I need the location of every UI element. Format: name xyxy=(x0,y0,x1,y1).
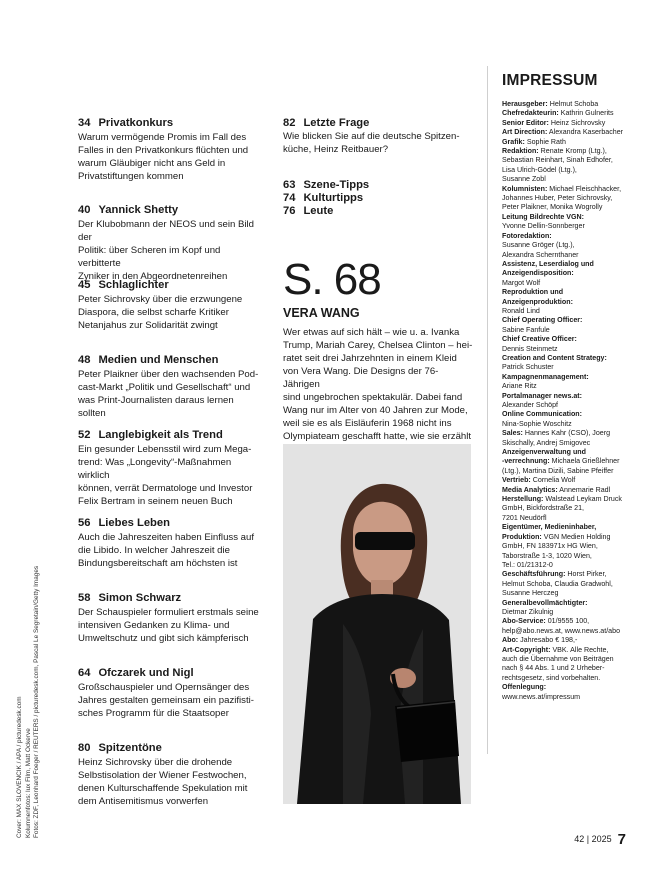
teaser-line: Bindungsbereitschaft am höchsten ist xyxy=(78,558,238,569)
impressum-line xyxy=(502,241,630,250)
feature-title: VERA WANG xyxy=(283,306,360,320)
photo-credits xyxy=(16,548,50,838)
impressum-value: Sabine Fanfule xyxy=(502,325,550,334)
teaser-line: intensiven Gedanken zu Klima- und xyxy=(78,620,230,631)
impressum-value: Taborstraße 1-3, 1020 Wien, xyxy=(502,551,592,560)
teaser-line: Peter Sichrovsky über die erzwungene xyxy=(78,294,243,305)
impressum-value: Alexandra Schernthaner xyxy=(502,250,579,259)
entry-page-number: 52 xyxy=(78,429,91,441)
entry-teaser xyxy=(78,756,263,808)
impressum-line xyxy=(502,542,630,551)
impressum-label: Abo-Service: xyxy=(502,617,546,626)
impressum-label: Offenlegung: xyxy=(502,683,547,692)
impressum-value: VGN Medien Holding xyxy=(541,532,611,541)
feature-line: ratet seit drei Jahrzehnten in einem Kleid xyxy=(283,353,457,364)
impressum-line xyxy=(502,401,630,410)
entry-page-number: 56 xyxy=(78,517,91,529)
impressum-label: Senior Editor: xyxy=(502,118,549,127)
impressum-line xyxy=(502,627,630,636)
issue-number: 42 | 2025 xyxy=(574,834,612,844)
impressum-label: Portalmanager news.at: xyxy=(502,391,583,400)
entry-page-number: 76 xyxy=(283,205,296,217)
teaser-line: Der Schauspieler formuliert erstmals seine xyxy=(78,607,259,618)
impressum-line xyxy=(502,514,630,523)
teaser-line: Umweltschutz und gibt sich kämpferisch xyxy=(78,633,249,644)
entry-title: Yannick Shetty xyxy=(98,204,179,216)
teaser-line: was Print-Journalisten daraus lernen sollten xyxy=(78,395,234,419)
impressum-line xyxy=(502,288,630,297)
impressum-value: rechtsgesetz, sind vorbehalten. xyxy=(502,673,601,682)
impressum-line xyxy=(502,599,630,608)
impressum-line xyxy=(502,222,630,231)
impressum-line xyxy=(502,138,630,147)
feature-photo xyxy=(283,444,471,804)
teaser-line: die Libido. In welcher Jahreszeit die xyxy=(78,545,230,556)
teaser-line: Wie blicken Sie auf die deutsche Spitzen- xyxy=(283,131,460,142)
entry-teaser xyxy=(78,293,263,332)
impressum-label: Eigentümer, Medieninhaber, xyxy=(502,523,597,532)
impressum-value: Jahresabo € 198,- xyxy=(518,636,578,645)
impressum-line xyxy=(502,523,630,532)
impressum-line xyxy=(502,185,630,194)
impressum-value: Skischally, Andrej Smigovec xyxy=(502,438,591,447)
impressum-value: Alexander Schöpf xyxy=(502,401,558,409)
toc-short-item[interactable] xyxy=(283,179,473,192)
impressum-value: Alexandra Kaserbacher xyxy=(547,128,624,137)
entry-title: Liebes Leben xyxy=(98,517,170,529)
credit-line: Fotos: ZDF, Leonhard Foeger / REUTERS / picturedesk.com, Pascal Le Segretain/Getty Images xyxy=(33,565,40,838)
impressum-line xyxy=(502,128,630,137)
impressum-line xyxy=(502,109,630,118)
impressum-label: Leitung Bildrechte VGN: xyxy=(502,212,584,221)
entry-page-number: 63 xyxy=(283,179,296,191)
impressum-title: IMPRESSUM xyxy=(502,72,598,89)
entry-teaser xyxy=(78,443,263,508)
entry-page-number: 80 xyxy=(78,742,91,754)
impressum-label: Vertrieb: xyxy=(502,476,531,485)
teaser-line: Heinz Sichrovsky über die drohende xyxy=(78,757,233,768)
toc-entry[interactable] xyxy=(78,116,263,183)
impressum-line xyxy=(502,580,630,589)
impressum-value: Patrick Schuster xyxy=(502,363,554,372)
teaser-line: Privatstiftungen kommen xyxy=(78,171,184,182)
impressum-line xyxy=(502,429,630,438)
page-number: 7 xyxy=(617,831,626,848)
toc-entry[interactable] xyxy=(78,741,263,808)
impressum-line xyxy=(502,467,630,476)
impressum-line xyxy=(502,298,630,307)
toc-entry[interactable] xyxy=(78,516,263,570)
impressum-value: Walstead Leykam Druck xyxy=(543,495,622,504)
impressum-line xyxy=(502,589,630,598)
impressum-line xyxy=(502,194,630,203)
impressum-line xyxy=(502,504,630,513)
teaser-line: Selbstisolation der Wiener Festwochen, xyxy=(78,770,247,781)
entry-page-number: 40 xyxy=(78,204,91,216)
entry-title: Privatkonkurs xyxy=(98,117,174,129)
impressum-label: Herstellung: xyxy=(502,495,544,504)
impressum-label: Abo: xyxy=(502,636,519,645)
impressum-value: Renate Kromp (Ltg.), xyxy=(538,147,607,156)
impressum-line xyxy=(502,457,630,466)
entry-teaser xyxy=(78,531,263,570)
toc-entry[interactable] xyxy=(78,278,263,332)
impressum-line xyxy=(502,570,630,579)
toc-entry[interactable] xyxy=(78,428,263,508)
impressum-label: Kolumnisten: xyxy=(502,184,548,193)
impressum-value: 01/9555 100, xyxy=(545,617,590,626)
impressum-label: Art-Copyright: xyxy=(502,645,551,654)
entry-title: Leute xyxy=(303,205,334,217)
toc-entry[interactable] xyxy=(78,666,263,720)
impressum-line xyxy=(502,166,630,175)
entry-page-number: 74 xyxy=(283,192,296,204)
impressum-line xyxy=(502,119,630,128)
impressum-label: Grafik: xyxy=(502,137,525,146)
impressum-line xyxy=(502,269,630,278)
impressum-line xyxy=(502,533,630,542)
toc-short-item[interactable] xyxy=(283,192,473,205)
impressum-line xyxy=(502,392,630,401)
entry-title: Schlaglichter xyxy=(98,279,169,291)
impressum-value: Margot Wolf xyxy=(502,278,541,287)
impressum-value: Kathrin Gulnerits xyxy=(558,109,614,118)
toc-short-list xyxy=(283,179,473,218)
feature-line: Wer etwas auf sich hält – wie u. a. Ivanka xyxy=(283,327,460,338)
impressum-value: Susanne Zobl xyxy=(502,175,546,184)
toc-short-item[interactable] xyxy=(283,205,473,218)
impressum-value: help@abo.news.at, www.news.at/abo xyxy=(502,626,621,635)
impressum-label: -verrechnung: xyxy=(502,457,550,466)
entry-teaser xyxy=(78,218,263,283)
feature-line: Olympiateam geschafft hatte, wie sie erzählt xyxy=(283,431,472,442)
impressum-value: GmbH, FN 183971x HG Wien, xyxy=(502,542,598,551)
entry-title: Kulturtipps xyxy=(303,192,364,204)
impressum-label: Reproduktion und xyxy=(502,288,564,297)
impressum-label: Geschäftsführung: xyxy=(502,570,566,579)
impressum-line xyxy=(502,664,630,673)
impressum-value: Hannes Kahr (CSO), Joerg xyxy=(522,429,611,438)
impressum-value: Ronald Lind xyxy=(502,306,540,315)
impressum-line xyxy=(502,213,630,222)
teaser-line: Diaspora, die selbst scharfe Kritiker xyxy=(78,307,229,318)
entry-teaser xyxy=(78,131,263,183)
teaser-line: sches Programm für die Staatsoper xyxy=(78,708,229,719)
impressum-line xyxy=(502,552,630,561)
impressum-line xyxy=(502,232,630,241)
impressum-label: Chief Creative Officer: xyxy=(502,335,577,344)
impressum-line xyxy=(502,100,630,109)
impressum-label: Generalbevollmächtigter: xyxy=(502,598,588,607)
impressum-line xyxy=(502,410,630,419)
entry-title: Medien und Menschen xyxy=(98,354,219,366)
teaser-line: dem Antisemitismus vorwerfen xyxy=(78,796,209,807)
impressum-line xyxy=(502,354,630,363)
impressum-value: Sophie Rath xyxy=(524,137,566,146)
impressum-line xyxy=(502,373,630,382)
impressum-line xyxy=(502,203,630,212)
teaser-line: Jahres gestalten gemeinsam ein pazifisti- xyxy=(78,695,254,706)
impressum-line xyxy=(502,693,630,702)
impressum-label: Herausgeber: xyxy=(502,100,548,108)
feature-line: weil sie es als Eisläuferin 1968 nicht ins xyxy=(283,418,452,429)
impressum-value: VBK. Alle Rechte, xyxy=(550,645,609,654)
impressum-line xyxy=(502,316,630,325)
impressum-line xyxy=(502,307,630,316)
impressum-value: (Ltg.), Martina Dizili, Sabine Pfeiffer xyxy=(502,466,614,475)
entry-page-number: 64 xyxy=(78,667,91,679)
toc-entry[interactable] xyxy=(78,353,263,420)
impressum-line xyxy=(502,382,630,391)
teaser-line: Zyniker in den Abgeordnetenreihen xyxy=(78,271,228,282)
teaser-line: Auch die Jahreszeiten haben Einfluss auf xyxy=(78,532,254,543)
impressum-label: Redaktion: xyxy=(502,147,539,156)
entry-title: Letzte Frage xyxy=(303,117,370,129)
entry-page-number: 82 xyxy=(283,117,296,129)
impressum-label: Anzeigenproduktion: xyxy=(502,297,573,306)
teaser-line: küche, Heinz Reitbauer? xyxy=(283,144,389,155)
impressum-value: GmbH, Bickfordstraße 21, xyxy=(502,504,584,513)
impressum-value: Helmut Schoba, Claudia Gradwohl, xyxy=(502,579,613,588)
entry-title: Langlebigkeit als Trend xyxy=(98,429,223,441)
impressum-value: Johannes Huber, Peter Sichrovsky, xyxy=(502,194,613,203)
impressum-value: Ariane Ritz xyxy=(502,382,537,391)
teaser-line: denen Kulturschaffende Spekulation mit xyxy=(78,783,248,794)
impressum-box xyxy=(502,72,630,702)
entry-title: Simon Schwarz xyxy=(98,592,182,604)
teaser-line: cast-Markt „Politik und Gesellschaft“ und xyxy=(78,382,251,393)
impressum-line xyxy=(502,646,630,655)
impressum-label: Assistenz, Leserdialog und xyxy=(502,259,594,268)
teaser-line: Felix Bertram in seinem neuen Buch xyxy=(78,496,233,507)
impressum-label: Anzeigenverwaltung und xyxy=(502,448,586,457)
teaser-line: Großschauspieler und Opernsänger des xyxy=(78,682,250,693)
impressum-value: Helmut Schoba xyxy=(547,100,599,108)
impressum-line xyxy=(502,279,630,288)
impressum-line xyxy=(502,363,630,372)
impressum-value: Nina-Sophie Woschitz xyxy=(502,419,572,428)
impressum-value: auch die Übernahme von Beiträgen xyxy=(502,654,614,663)
teaser-line: Warum vermögende Promis im Fall des xyxy=(78,132,247,143)
impressum-line xyxy=(502,175,630,184)
feature-line: Trump, Mariah Carey, Chelsea Clinton – hei- xyxy=(283,340,473,351)
credit-line: Cover: MAX SLOVENCIK / APA / picturedesk.com xyxy=(16,696,23,838)
impressum-value: Dennis Steinmetz xyxy=(502,344,558,353)
impressum-value: 7201 Neudörfl xyxy=(502,513,547,522)
impressum-line xyxy=(502,260,630,269)
impressum-value: Lisa Ulrich-Gödel (Ltg.), xyxy=(502,165,577,174)
portrait-illustration xyxy=(283,444,471,804)
impressum-value: Cornelia Wolf xyxy=(530,476,576,485)
impressum-value: Michael Fleischhacker, xyxy=(547,184,622,193)
impressum-label: Sales: xyxy=(502,429,523,438)
entry-teaser xyxy=(78,368,263,420)
impressum-line xyxy=(502,674,630,683)
impressum-line xyxy=(502,636,630,645)
impressum-label: Media Analytics: xyxy=(502,485,558,494)
impressum-value: Susanne Herczeg xyxy=(502,589,559,598)
entry-teaser xyxy=(78,681,263,720)
feature-text xyxy=(283,326,473,443)
feature-line: von Vera Wang. Die Designs der 76-Jährigen xyxy=(283,366,439,390)
entry-teaser xyxy=(283,130,473,156)
page-footer xyxy=(574,831,626,848)
impressum-label: Chief Operating Officer: xyxy=(502,316,583,325)
teaser-line: können, verrät Dermatologe und Investor xyxy=(78,483,253,494)
teaser-line: warum Gläubiger nicht ans Geld in xyxy=(78,158,226,169)
impressum-line xyxy=(502,486,630,495)
impressum-value: nach § 44 Abs. 1 und 2 Urheber- xyxy=(502,664,605,673)
teaser-line: Peter Plaikner über den wachsenden Pod- xyxy=(78,369,259,380)
impressum-line xyxy=(502,345,630,354)
feature-line: sind ungebrochen spektakulär. Dabei fand xyxy=(283,392,463,403)
toc-entry[interactable] xyxy=(78,203,263,283)
impressum-line xyxy=(502,335,630,344)
entry-title: Ofczarek und Nigl xyxy=(98,667,194,679)
impressum-line xyxy=(502,561,630,570)
impressum-value: Tel.: 01/21312-0 xyxy=(502,560,553,569)
entry-title: Spitzentöne xyxy=(98,742,162,754)
impressum-label: Kampagnenmanagement: xyxy=(502,372,589,381)
credit-line: Kolumnenfotos: lux Film, Matt Ockerve xyxy=(24,728,32,838)
impressum-label: Fotoredaktion: xyxy=(502,231,552,240)
entry-page-number: 45 xyxy=(78,279,91,291)
impressum-value: Yvonne Dellin-Sonnberger xyxy=(502,222,585,231)
impressum-line xyxy=(502,326,630,335)
feature-page-reference[interactable]: S. 68 xyxy=(283,255,381,304)
impressum-line xyxy=(502,617,630,626)
impressum-line xyxy=(502,156,630,165)
impressum-line xyxy=(502,420,630,429)
impressum-value: Dietmar Zikulnig xyxy=(502,607,554,616)
impressum-label: Anzeigendisposition: xyxy=(502,269,574,278)
impressum-value: Sebastian Reinhart, Sinah Edhofer, xyxy=(502,156,613,165)
teaser-line: Netanjahus zur Solidarität zwingt xyxy=(78,320,218,331)
impressum-value: Heinz Sichrovsky xyxy=(548,118,606,127)
impressum-line xyxy=(502,683,630,692)
impressum-value: www.news.at/impressum xyxy=(502,692,581,701)
impressum-line xyxy=(502,495,630,504)
entry-teaser xyxy=(78,606,263,645)
impressum-label: Chefredakteurin: xyxy=(502,109,559,118)
teaser-line: Der Klubobmann der NEOS und sein Bild der xyxy=(78,219,254,243)
impressum-label: Produktion: xyxy=(502,532,542,541)
impressum-value: Annemarie Radl xyxy=(557,485,611,494)
impressum-label: Creation and Content Strategy: xyxy=(502,353,607,362)
entry-page-number: 58 xyxy=(78,592,91,604)
impressum-label: Online Communication: xyxy=(502,410,583,419)
impressum-value: Peter Plaikner, Monika Wogrolly xyxy=(502,203,603,212)
toc-entry-letzte-frage[interactable] xyxy=(283,116,473,156)
impressum-line xyxy=(502,147,630,156)
teaser-line: Ein gesunder Lebensstil wird zum Mega- xyxy=(78,444,252,455)
impressum-line xyxy=(502,439,630,448)
impressum-value: Michaela Grießlehner xyxy=(549,457,620,466)
impressum-line xyxy=(502,608,630,617)
entry-page-number: 48 xyxy=(78,354,91,366)
entry-title: Szene-Tipps xyxy=(303,179,370,191)
impressum-label: Art Direction: xyxy=(502,128,548,137)
impressum-lines xyxy=(502,100,630,702)
impressum-line xyxy=(502,476,630,485)
entry-page-number: 34 xyxy=(78,117,91,129)
teaser-line: trend: Was „Longevity“-Maßnahmen wirklich xyxy=(78,457,232,481)
impressum-line xyxy=(502,448,630,457)
teaser-line: Falles in den Privatkonkurs flüchten und xyxy=(78,145,249,156)
column-divider xyxy=(487,66,488,754)
impressum-value: Susanne Gröger (Ltg.), xyxy=(502,241,575,250)
impressum-value: Horst Pirker, xyxy=(565,570,607,579)
feature-line: Wang nur im Alter von 40 Jahren zur Mode, xyxy=(283,405,468,416)
impressum-line xyxy=(502,251,630,260)
impressum-line xyxy=(502,655,630,664)
teaser-line: Politik: über Scheren im Kopf und verbitterte xyxy=(78,245,221,269)
toc-entry[interactable] xyxy=(78,591,263,645)
